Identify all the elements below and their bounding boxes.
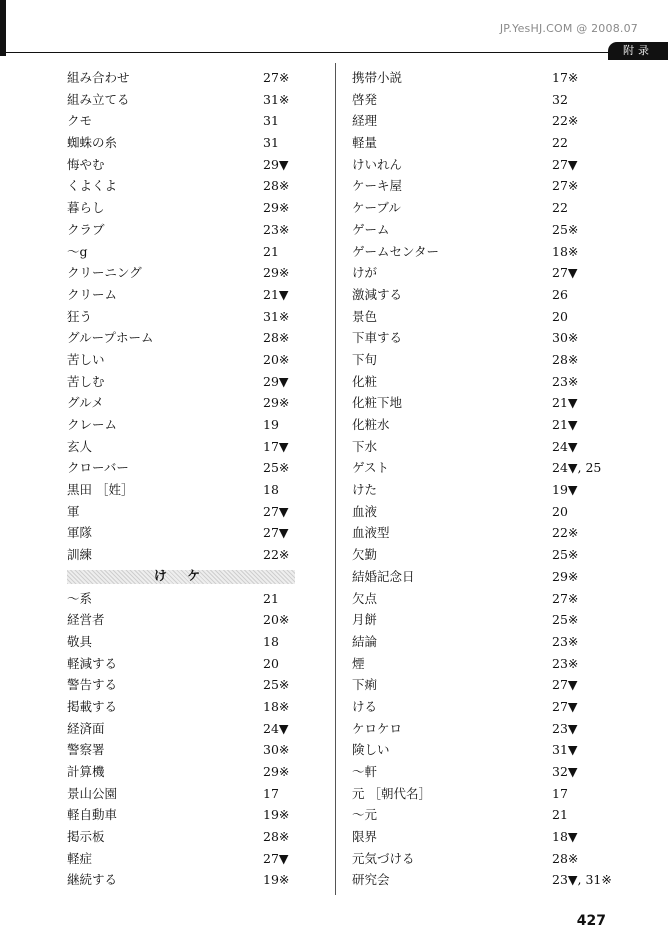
index-term: 啓発 xyxy=(352,91,378,107)
index-page-ref: 31▼ xyxy=(552,742,578,758)
index-page-ref: 17 xyxy=(552,785,568,801)
page-number: 427 xyxy=(576,913,606,929)
index-term: 月餅 xyxy=(352,612,378,628)
index-term: 警察署 xyxy=(67,742,105,758)
index-term: クローバー xyxy=(67,460,129,476)
index-page-ref: 29※ xyxy=(263,200,290,216)
index-term: ゲームセンター xyxy=(352,243,440,259)
index-term: グルメ xyxy=(67,395,104,411)
index-entry xyxy=(352,674,624,696)
index-term: 訓練 xyxy=(67,547,93,563)
index-entry xyxy=(67,653,339,675)
index-page-ref: 31※ xyxy=(263,91,290,107)
index-term: 結婚記念日 xyxy=(352,568,415,584)
index-entry xyxy=(67,609,339,631)
index-entry xyxy=(352,219,624,241)
index-page-ref: 24▼ xyxy=(552,438,578,454)
index-entry xyxy=(352,110,624,132)
index-entry xyxy=(67,544,339,566)
index-page-ref: 28※ xyxy=(263,829,290,845)
index-term: 激減する xyxy=(352,286,403,302)
index-page-ref: 19※ xyxy=(263,872,290,888)
index-term: クリーニング xyxy=(67,265,142,281)
index-entry xyxy=(67,761,339,783)
index-term: 敬具 xyxy=(67,633,93,649)
index-term: 暮らし xyxy=(67,200,105,216)
index-term: ～g xyxy=(67,243,88,259)
index-page-ref: 30※ xyxy=(552,330,579,346)
index-entry xyxy=(67,848,339,870)
index-page-ref: 19※ xyxy=(263,807,290,823)
column-divider xyxy=(335,63,336,895)
index-term: 険しい xyxy=(352,742,390,758)
index-page-ref: 29▼ xyxy=(263,156,289,172)
index-page-ref: 25※ xyxy=(552,221,579,237)
index-entry xyxy=(352,631,624,653)
index-page-ref: 27▼ xyxy=(263,525,289,541)
index-page-ref: 29※ xyxy=(263,764,290,779)
index-term: ～元 xyxy=(352,807,378,823)
index-page-ref: 22※ xyxy=(552,525,579,541)
index-page-ref: 21▼ xyxy=(552,417,578,432)
section-heading-ke xyxy=(67,566,339,588)
index-entry xyxy=(67,696,339,718)
index-term: ケーキ屋 xyxy=(352,178,403,194)
index-column-right xyxy=(352,67,624,891)
index-page-ref: 28※ xyxy=(552,850,579,866)
index-term: 経済面 xyxy=(67,720,105,736)
index-page-ref: 23▼, 31※ xyxy=(552,872,612,888)
index-entry xyxy=(352,241,624,263)
index-page-ref: 31 xyxy=(263,113,279,129)
index-entry xyxy=(352,783,624,805)
index-term: 玄人 xyxy=(67,438,93,454)
index-term: ゲーム xyxy=(352,221,390,237)
index-page-ref: 20 xyxy=(552,308,568,324)
index-term: 下痢 xyxy=(352,677,378,693)
index-term: ゲスト xyxy=(352,460,390,476)
index-entry xyxy=(67,371,339,393)
index-page-ref: 29▼ xyxy=(263,373,289,389)
index-term: 軽量 xyxy=(352,135,378,151)
index-entry xyxy=(352,197,624,219)
index-term: 計算機 xyxy=(67,764,105,779)
section-heading-label: け ケ xyxy=(153,568,209,584)
index-entry xyxy=(67,631,339,653)
index-page-ref: 20※ xyxy=(263,351,290,367)
index-term: ケーブル xyxy=(352,200,401,216)
index-term: 蜘蛛の糸 xyxy=(67,135,118,151)
index-entry xyxy=(352,522,624,544)
index-page-ref: 25※ xyxy=(552,547,579,563)
index-term: 苦しい xyxy=(67,351,105,367)
index-term: 軽減する xyxy=(67,655,118,671)
index-page-ref: 17▼ xyxy=(263,438,289,454)
index-entry xyxy=(67,284,339,306)
index-term: ける xyxy=(352,698,378,714)
index-page-ref: 23※ xyxy=(552,655,579,671)
index-term: くよくよ xyxy=(67,178,118,194)
index-page-ref: 21▼ xyxy=(263,286,289,302)
index-entry xyxy=(67,826,339,848)
index-page-ref: 23※ xyxy=(552,633,579,649)
index-entry xyxy=(352,89,624,111)
index-entry xyxy=(352,67,624,89)
index-term: 化粧下地 xyxy=(352,395,403,411)
index-term: 下水 xyxy=(352,438,378,454)
index-page-ref: 27▼ xyxy=(263,503,289,519)
index-entry xyxy=(352,588,624,610)
index-page-ref: 27※ xyxy=(263,70,290,85)
index-term: ～軒 xyxy=(352,764,378,779)
index-term: 携帯小説 xyxy=(352,70,403,85)
index-term: クモ xyxy=(67,113,93,129)
index-entry xyxy=(67,804,339,826)
index-page-ref: 28※ xyxy=(263,330,290,346)
index-term: 経営者 xyxy=(67,612,105,628)
index-term: クリーム xyxy=(67,286,118,302)
index-entry xyxy=(67,67,339,89)
index-term: 掲載する xyxy=(67,698,118,714)
index-entry xyxy=(352,262,624,284)
index-column-left xyxy=(67,67,339,891)
index-term: 研究会 xyxy=(352,872,390,888)
index-page-ref: 26 xyxy=(552,286,568,302)
index-entry xyxy=(352,869,624,891)
index-page-ref: 20※ xyxy=(263,612,290,628)
index-term: 黒田 ［姓］ xyxy=(67,482,134,498)
index-entry xyxy=(352,696,624,718)
index-entry xyxy=(352,327,624,349)
index-entry xyxy=(352,761,624,783)
index-page-ref: 23▼ xyxy=(552,720,578,736)
index-term: 化粧水 xyxy=(352,417,390,432)
index-page-ref: 20 xyxy=(263,655,279,671)
index-page-ref: 20 xyxy=(552,503,568,519)
index-term: 軽症 xyxy=(67,850,93,866)
section-tab: 附录 xyxy=(608,42,668,60)
index-page-ref: 32 xyxy=(552,91,568,107)
index-term: 血液 xyxy=(352,503,378,519)
index-term: クラブ xyxy=(67,221,105,237)
index-term: 元 ［朝代名］ xyxy=(352,785,431,801)
index-entry xyxy=(352,436,624,458)
index-entry xyxy=(67,154,339,176)
index-page-ref: 24▼, 25 xyxy=(552,460,602,476)
index-term: 軽自動車 xyxy=(67,807,118,823)
index-page-ref: 22※ xyxy=(263,547,290,563)
index-entry xyxy=(352,284,624,306)
index-entry xyxy=(352,371,624,393)
index-entry xyxy=(67,436,339,458)
index-page-ref: 21▼ xyxy=(552,395,578,411)
index-entry xyxy=(67,89,339,111)
index-term: 軍 xyxy=(67,503,80,519)
index-page-ref: 25※ xyxy=(552,612,579,628)
index-page-ref: 18 xyxy=(263,482,279,498)
index-page-ref: 21 xyxy=(263,590,279,606)
index-term: 元気づける xyxy=(352,850,415,866)
index-page-ref: 18※ xyxy=(552,243,579,259)
index-entry xyxy=(352,479,624,501)
index-entry xyxy=(67,327,339,349)
index-term: 警告する xyxy=(67,677,118,693)
index-entry xyxy=(352,414,624,436)
index-entry xyxy=(67,414,339,436)
index-entry xyxy=(352,457,624,479)
index-entry xyxy=(352,804,624,826)
index-list-ke-continued xyxy=(352,67,624,891)
index-entry xyxy=(67,175,339,197)
index-page-ref: 27▼ xyxy=(552,698,578,714)
index-term: ケロケロ xyxy=(352,720,403,736)
index-page-ref: 31 xyxy=(263,135,279,151)
index-page-ref: 27※ xyxy=(552,590,579,606)
index-term: 軍隊 xyxy=(67,525,93,541)
index-term: 景色 xyxy=(352,308,378,324)
index-term: 結論 xyxy=(352,633,378,649)
index-page-ref: 27▼ xyxy=(263,850,289,866)
index-term: 限界 xyxy=(352,829,378,845)
index-entry xyxy=(67,588,339,610)
index-page-ref: 25※ xyxy=(263,460,290,476)
index-page-ref: 27▼ xyxy=(552,677,578,693)
index-term: 血液型 xyxy=(352,525,390,541)
index-page-ref: 27※ xyxy=(552,178,579,194)
index-term: 悔やむ xyxy=(67,156,105,172)
index-entry xyxy=(352,349,624,371)
index-term: けが xyxy=(352,265,378,281)
index-entry xyxy=(352,175,624,197)
index-entry xyxy=(67,783,339,805)
index-page-ref: 29※ xyxy=(263,265,290,281)
page-edge-bar xyxy=(0,0,6,56)
index-page-ref: 32▼ xyxy=(552,764,578,779)
index-entry xyxy=(67,457,339,479)
index-term: 組み立てる xyxy=(67,91,130,107)
index-entry xyxy=(67,110,339,132)
index-term: けた xyxy=(352,482,378,498)
watermark: JP.YesHJ.COM @ 2008.07 xyxy=(499,22,638,35)
index-entry xyxy=(67,522,339,544)
index-entry xyxy=(67,132,339,154)
index-term: 下旬 xyxy=(352,351,378,367)
index-entry xyxy=(352,848,624,870)
index-entry xyxy=(352,609,624,631)
index-term: 組み合わせ xyxy=(67,70,130,85)
index-entry xyxy=(67,479,339,501)
index-term: クレーム xyxy=(67,417,118,432)
index-entry xyxy=(67,718,339,740)
index-term: 化粧 xyxy=(352,373,378,389)
index-term: 経理 xyxy=(352,113,378,129)
index-page-ref: 30※ xyxy=(263,742,290,758)
index-entry xyxy=(352,154,624,176)
index-page-ref: 29※ xyxy=(552,568,579,584)
index-page-ref: 18※ xyxy=(263,698,290,714)
index-entry xyxy=(352,739,624,761)
index-entry xyxy=(67,739,339,761)
index-entry xyxy=(352,544,624,566)
index-page-ref: 24▼ xyxy=(263,720,289,736)
index-page-ref: 23※ xyxy=(263,221,290,237)
index-entry xyxy=(352,566,624,588)
index-page-ref: 22 xyxy=(552,135,568,151)
index-page-ref: 28※ xyxy=(263,178,290,194)
index-entry xyxy=(67,262,339,284)
index-page-ref: 18▼ xyxy=(552,829,578,845)
index-term: けいれん xyxy=(352,156,403,172)
index-term: 苦しむ xyxy=(67,373,105,389)
index-page-ref: 29※ xyxy=(263,395,290,411)
index-entry xyxy=(352,306,624,328)
index-term: 掲示板 xyxy=(67,829,105,845)
index-term: 欠勤 xyxy=(352,547,378,563)
index-entry xyxy=(67,306,339,328)
header-rule xyxy=(6,52,608,53)
index-term: 下車する xyxy=(352,330,403,346)
index-list-ku xyxy=(67,67,339,566)
index-page-ref: 22 xyxy=(552,200,568,216)
index-term: 景山公園 xyxy=(67,785,118,801)
index-term: 煙 xyxy=(352,655,365,671)
index-entry xyxy=(67,392,339,414)
index-term: 狂う xyxy=(67,308,93,324)
index-entry xyxy=(67,197,339,219)
index-page-ref: 18 xyxy=(263,633,279,649)
index-entry xyxy=(67,869,339,891)
index-term: ～系 xyxy=(67,590,93,606)
index-list-ke xyxy=(67,588,339,892)
index-page-ref: 25※ xyxy=(263,677,290,693)
index-entry xyxy=(67,501,339,523)
index-page-ref: 21 xyxy=(263,243,279,259)
index-page-ref: 27▼ xyxy=(552,156,578,172)
index-entry xyxy=(352,826,624,848)
index-term: 欠点 xyxy=(352,590,378,606)
index-page-ref: 17 xyxy=(263,785,279,801)
index-entry xyxy=(352,718,624,740)
index-page-ref: 21 xyxy=(552,807,568,823)
index-page-ref: 31※ xyxy=(263,308,290,324)
index-term: 継続する xyxy=(67,872,118,888)
index-entry xyxy=(352,392,624,414)
index-entry xyxy=(67,219,339,241)
index-entry xyxy=(67,241,339,263)
index-term: グループホーム xyxy=(67,330,154,346)
index-page-ref: 27▼ xyxy=(552,265,578,281)
index-entry xyxy=(67,349,339,371)
index-page-ref: 22※ xyxy=(552,113,579,129)
index-entry xyxy=(352,653,624,675)
index-page-ref: 17※ xyxy=(552,70,579,85)
index-page-ref: 19▼ xyxy=(552,482,578,498)
index-entry xyxy=(352,132,624,154)
index-entry xyxy=(67,674,339,696)
index-entry xyxy=(352,501,624,523)
index-page-ref: 23※ xyxy=(552,373,579,389)
index-page-ref: 19 xyxy=(263,417,279,432)
index-page-ref: 28※ xyxy=(552,351,579,367)
